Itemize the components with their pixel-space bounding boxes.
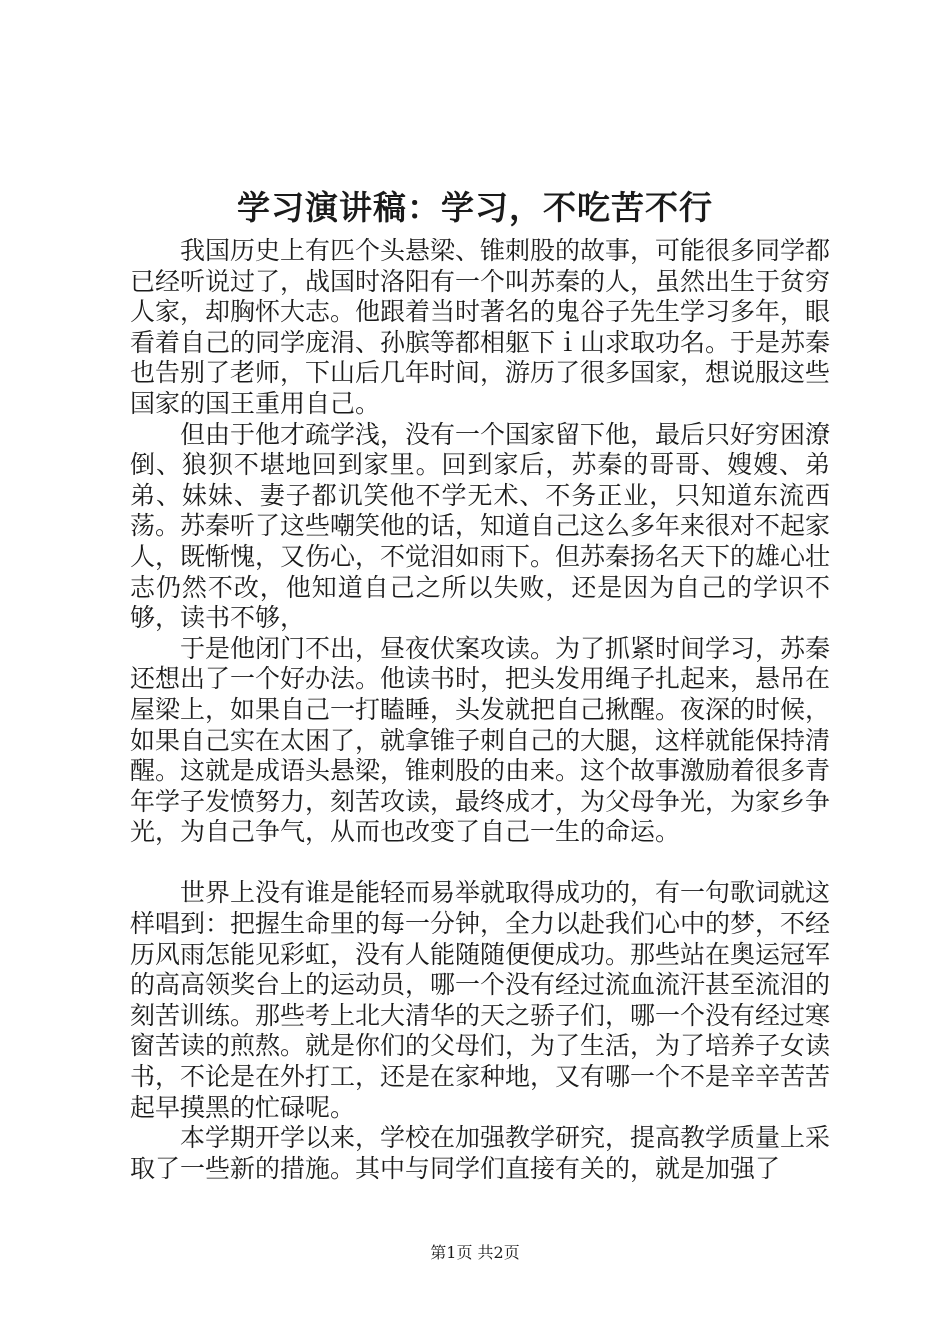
paragraph-1: 我国历史上有匹个头悬梁、锥刺股的故事，可能很多同学都已经听说过了，战国时洛阳有一个叫苏秦的人，虽然出生于贫穷人家，却胸怀大志。他跟着当时著名的鬼谷子先生学习多年，眼看着自己的同学庞涓、孙膑等都相躯下ｉ山求取功名。于是苏秦也告别了老师，下山后几年时间，游历了很多国家，想说服这些国家的国王重用自己。 [130, 236, 831, 418]
paragraph-3: 于是他闭门不出，昼夜伏案攻读。为了抓紧时间学习，苏秦还想出了一个好办法。他读书时，把头发用绳子扎起来，悬吊在屋梁上，如果自己一打瞌睡，头发就把自己揪醒。夜深的时候，如果自己实在太困了，就拿锥子刺自己的大腿，这样就能保持清醒。这就是成语头悬梁，锥刺股的由来。这个故事激励着很多青年学子发愤努力，刻苦攻读，最终成才，为父母争光，为家乡争光，为自己争气，从而也改变了自己一生的命运。 [130, 633, 831, 847]
paragraph-5: 本学期开学以来，学校在加强教学研究，提高教学质量上采取了一些新的措施。其中与同学们直接有关的，就是加强了 [130, 1123, 831, 1183]
paragraph-4: 世界上没有谁是能轻而易举就取得成功的，有一句歌词就这样唱到：把握生命里的每一分钟，全力以赴我们心中的梦，不经历风雨怎能见彩虹，没有人能随随便便成功。那些站在奥运冠军的高高领奖台上的运动员，哪一个没有经过流血流汗甚至流泪的刻苦训练。那些考上北大清华的天之骄子们，哪一个没有经过寒窗苦读的煎熬。就是你们的父母们，为了生活，为了培养子女读书，不论是在外打工，还是在家种地，又有哪一个不是辛辛苦苦起早摸黑的忙碌呢。 [130, 878, 831, 1122]
document-body [130, 236, 830, 1184]
page-footer: 第1页 共2页 [430, 1243, 520, 1262]
paragraph-gap [130, 848, 830, 879]
document-title: 学习演讲稿：学习，不吃苦不行 [237, 188, 713, 227]
paragraph-2: 但由于他才疏学浅，没有一个国家留下他，最后只好穷困潦倒、狼狈不堪地回到家里。回到家后，苏秦的哥哥、嫂嫂、弟弟、妹妹、妻子都讥笑他不学无术、不务正业，只知道东流西荡。苏秦听了这些嘲笑他的话，知道自己这么多年来很对不起家人，既惭愧，又伤心，不觉泪如雨下。但苏秦扬名天下的雄心壮志仍然不改，他知道自己之所以失败，还是因为自己的学识不够，读书不够， [130, 419, 831, 633]
